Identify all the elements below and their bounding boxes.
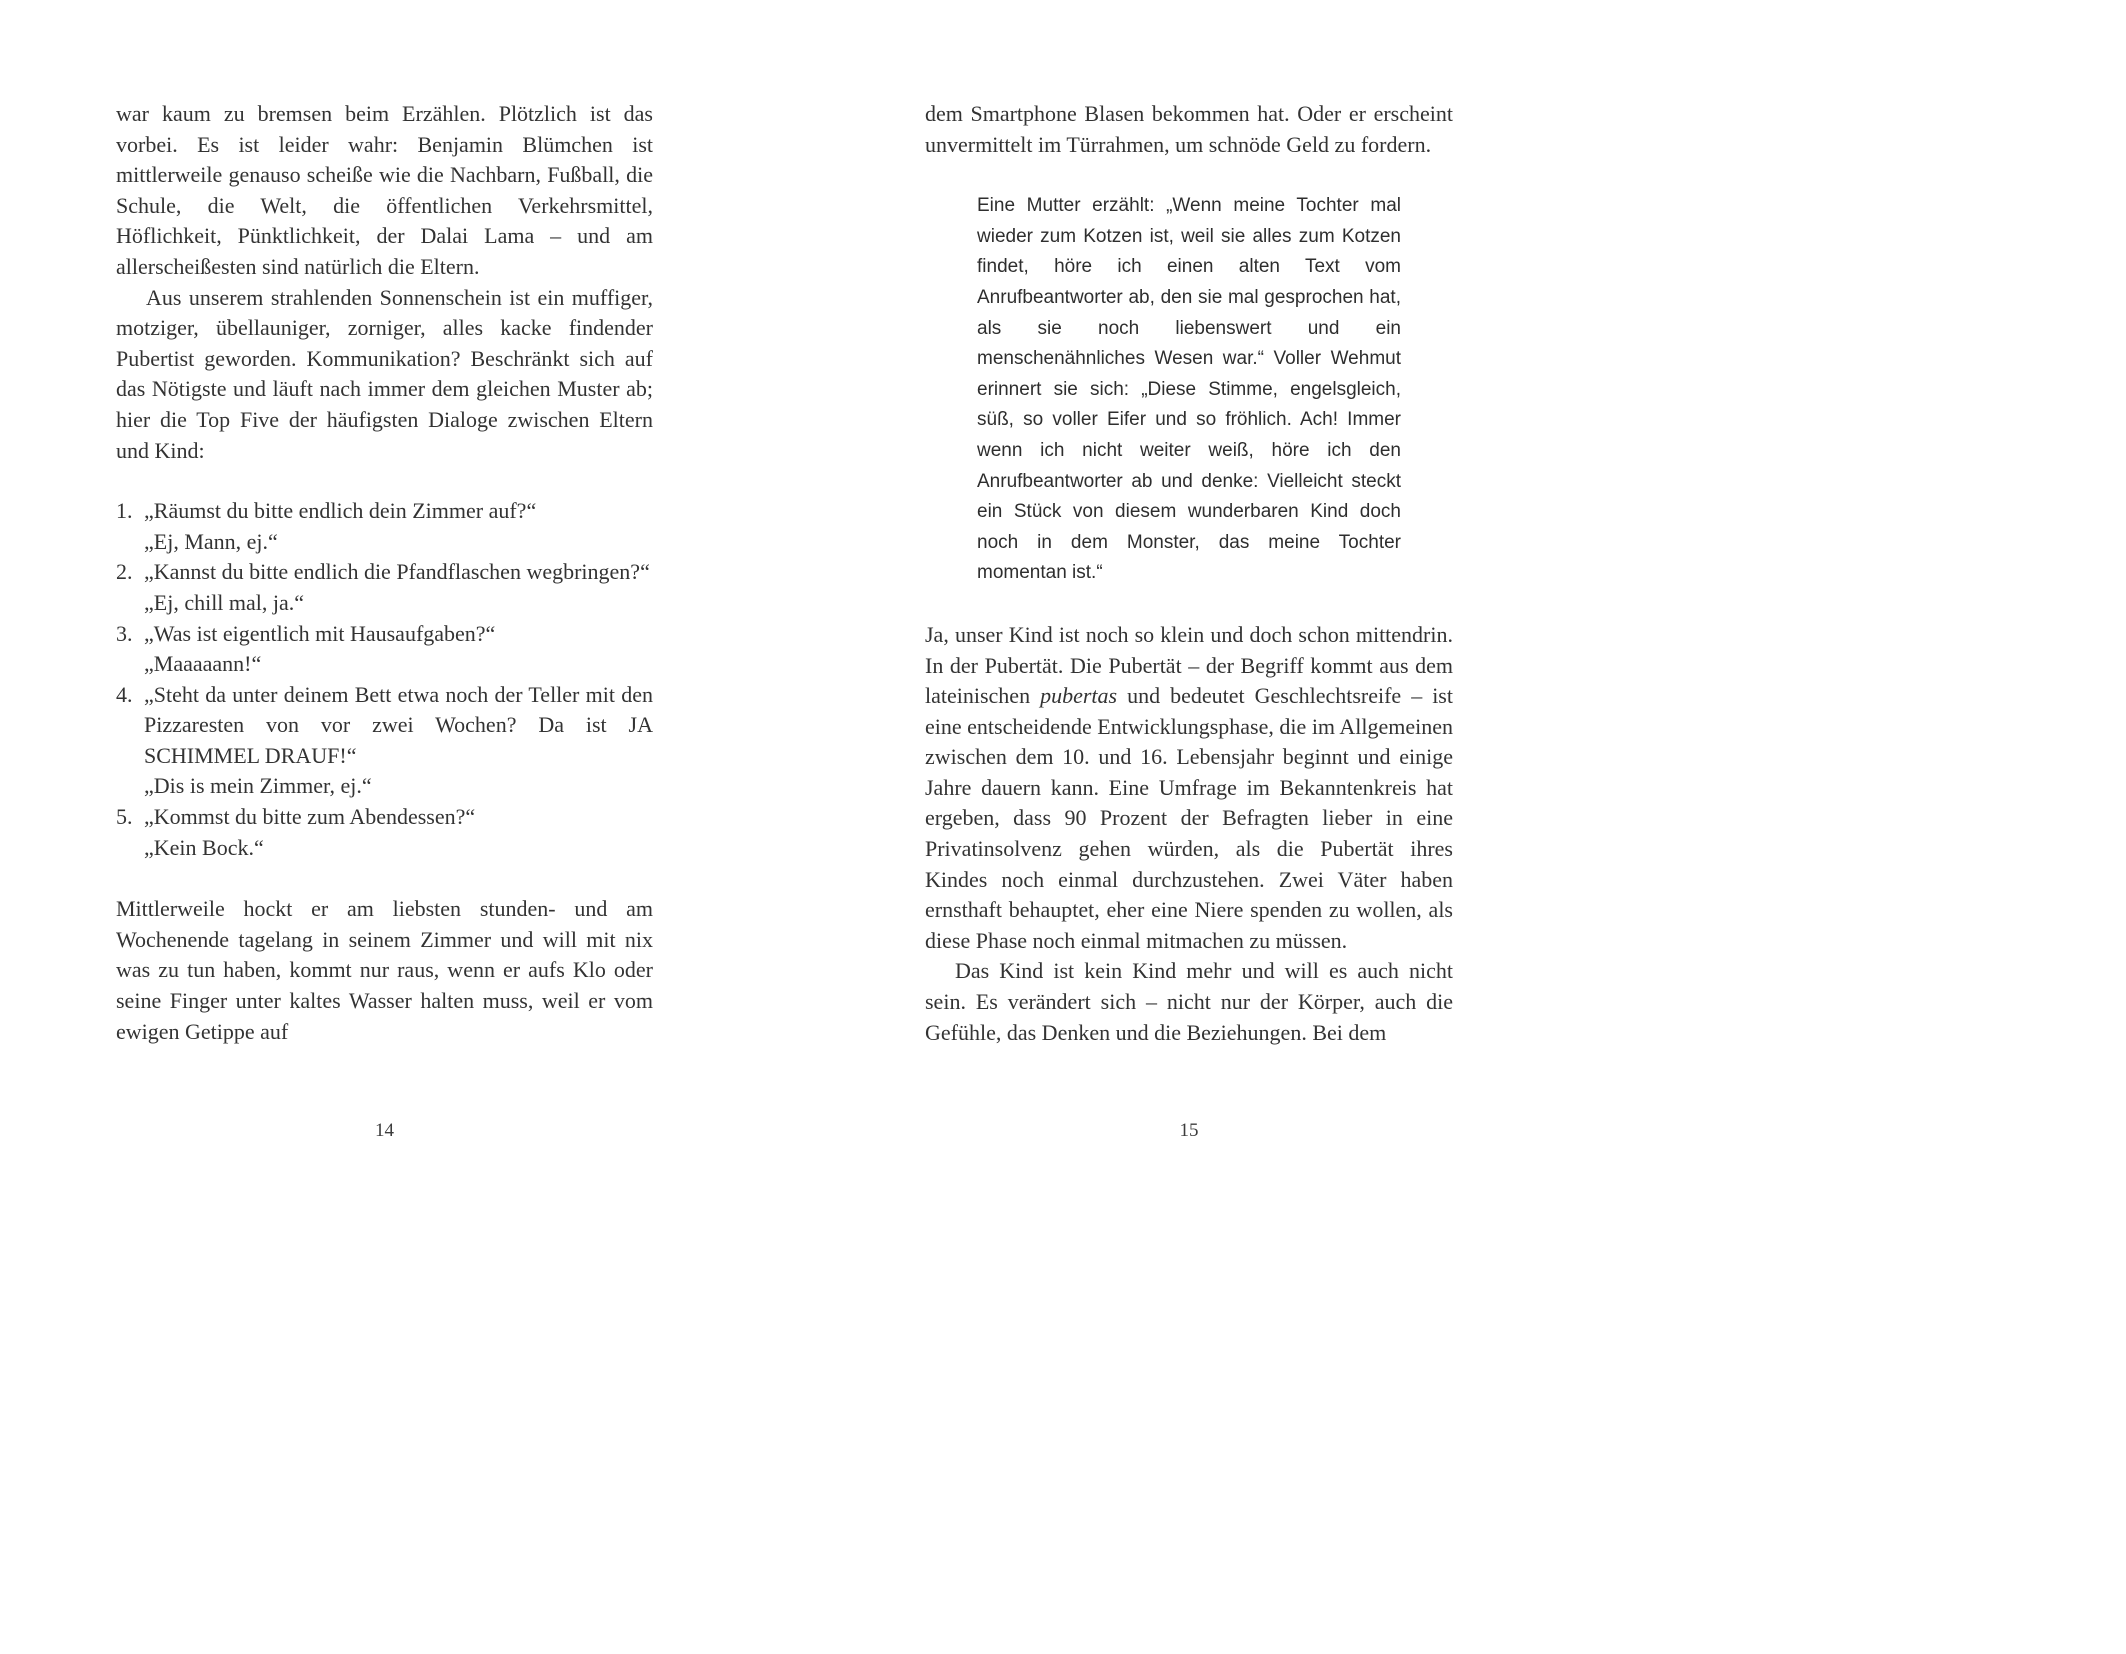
dialog-answer: „Kein Bock.“ [144, 834, 264, 860]
dialog-item [116, 802, 653, 863]
dialog-item [116, 496, 653, 557]
dialog-number: 1. [116, 498, 133, 524]
dialog-number: 3. [116, 620, 133, 646]
dialog-answer: „Maaaaann!“ [144, 651, 262, 677]
dialog-question: „Kommst du bitte zum Abendessen?“ [144, 804, 476, 830]
dialog-question: „Was ist eigentlich mit Hausaufgaben?“ [144, 620, 496, 646]
dialog-item [116, 557, 653, 618]
paragraph [925, 620, 1453, 957]
dialog-answer: „Ej, chill mal, ja.“ [144, 589, 305, 615]
mother-quote-block: Eine Mutter erzählt: „Wenn meine Tochter mal wieder zum Kotzen ist, weil sie alles zum Kotzen findet, höre ich einen alten Text vom Anrufbeantworter ab, den sie mal gesprochen hat, als sie noch liebenswert und ein menschenähnliches Wesen war.“ Voller Wehmut erinnert sie sich: „Diese Stimme, engelsgleich, süß, so voller Eifer und so fröhlich. Ach! Immer wenn ich nicht weiter weiß, höre ich den Anrufbeantworter ab und denke: Vielleicht steckt ein Stück von diesem wunderbaren Kind doch noch in dem Monster, das meine Tochter momentan ist.“ [977, 195, 1401, 584]
paragraph-text: und bedeutet Geschlechtsreife – ist eine entscheidende Entwicklungsphase, die im Allgemeinen zwischen dem 10. und 16. Lebensjahr beginnt und einige Jahre dauern kann. Eine Umfrage im Bekanntenkreis hat ergeben, dass 90 Prozent der Befragten lieber in eine Privatinsolvenz gehen würden, als die Pubertät ihres Kindes noch einmal durchzustehen. Zwei Väter haben ernsthaft behauptet, eher eine Niere spenden zu wollen, als diese Phase noch einmal mitmachen zu müssen. [925, 683, 1453, 953]
dialog-item [116, 680, 653, 802]
paragraph: Das Kind ist kein Kind mehr und will es auch nicht sein. Es verändert sich – nicht nur der Körper, auch die Gefühle, das Denken und die Beziehungen. Bei dem [925, 958, 1453, 1045]
dialog-body [144, 557, 653, 618]
dialog-question: „Kannst du bitte endlich die Pfandflaschen wegbringen?“ [144, 559, 650, 585]
dialog-item [116, 619, 653, 680]
dialog-answer: „Ej, Mann, ej.“ [144, 528, 278, 554]
dialog-body [144, 619, 653, 680]
paragraph: dem Smartphone Blasen bekommen hat. Oder er erscheint unvermittelt im Türrahmen, um schnöde Geld zu fordern. [925, 101, 1453, 157]
dialog-question: „Steht da unter deinem Bett etwa noch der Teller mit den Pizzaresten von vor zwei Wochen? Da ist JA SCHIMMEL DRAUF!“ [144, 681, 653, 768]
paragraph: Aus unserem strahlenden Sonnenschein ist ein muffiger, motziger, übellauniger, zorniger, alles kacke findender Pubertist geworden. Kommunikation? Beschränkt sich auf das Nötigste und läuft nach immer dem gleichen Muster ab; hier die Top Five der häufigsten Dialoge zwischen Eltern und Kind: [116, 284, 653, 463]
dialog-body [144, 680, 653, 802]
paragraph: Mittlerweile hockt er am liebsten stunden- und am Wochenende tagelang in seinem Zimmer und will mit nix was zu tun haben, kommt nur raus, wenn er aufs Klo oder seine Finger unter kaltes Wasser halten muss, weil er vom ewigen Getippe auf [116, 896, 653, 1044]
dialog-number: 5. [116, 804, 133, 830]
dialog-number: 4. [116, 681, 133, 707]
latin-term: pubertas [1040, 683, 1118, 709]
dialog-body [144, 496, 653, 557]
paragraph: war kaum zu bremsen beim Erzählen. Plötzlich ist das vorbei. Es ist leider wahr: Benjamin Blümchen ist mittlerweile genauso scheiße wie die Nachbarn, Fußball, die Schule, die Welt, die öffentlichen Verkehrsmittel, Höflichkeit, Pünktlichkeit, der Dalai Lama – und am allerscheißesten sind natürlich die Eltern. [116, 101, 653, 279]
page-right [925, 99, 1453, 1048]
page-number-right: 15 [1179, 1120, 1199, 1141]
paragraph-text: Ja, unser Kind ist noch so klein und doch schon mittendrin. In der Pubertät. Die Pubertät – der Begriff kommt aus dem lateinischen [925, 621, 1453, 709]
dialog-answer: „Dis is mein Zimmer, ej.“ [144, 773, 372, 799]
page-left [116, 99, 653, 1047]
dialog-question: „Räumst du bitte endlich dein Zimmer auf?“ [144, 498, 537, 524]
dialog-list [116, 496, 653, 863]
dialog-body [144, 802, 653, 863]
dialog-number: 2. [116, 559, 133, 585]
page-number-left: 14 [375, 1120, 394, 1141]
